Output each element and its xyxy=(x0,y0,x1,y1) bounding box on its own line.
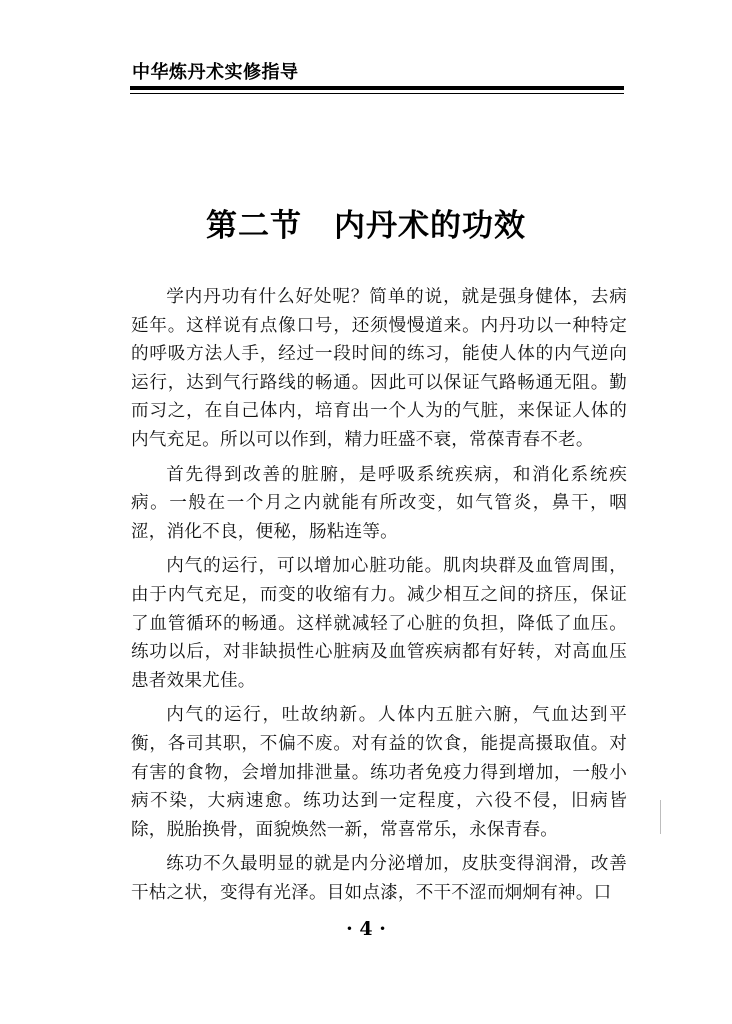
page-number: · 4 · xyxy=(346,918,386,940)
running-header: 中华炼丹术实修指导 xyxy=(132,62,299,83)
body-text xyxy=(131,283,627,913)
paragraph-benefits-intro: 学内丹功有什么好处呢？简单的说，就是强身健体，去病延年。这样说有点像口号，还须慢慢道来。内丹功以一种特定的呼吸方法人手，经过一段时间的练习，能使人体的内气逆向运行，达到气行路线的畅通。因此可以保证气路畅通无阻。勤而习之，在自己体内，培育出一个人为的气脏，来保证人体的内气充足。所以可以作到，精力旺盛不衰，常葆青春不老。 xyxy=(131,287,627,450)
scan-artifact-line xyxy=(660,800,661,834)
paragraph-organ-balance: 内气的运行，吐故纳新。人体内五脏六腑，气血达到平衡，各司其职，不偏不废。对有益的饮食，能提高摄取值。对有害的食物，会增加排泄量。练功者免疫力得到增加，一般小病不染，大病速愈。练功达到一定程度，六役不侵，旧病皆除，脱胎换骨，面貌焕然一新，常喜常乐，永保青春。 xyxy=(131,705,627,840)
header-rule-thick xyxy=(130,86,624,90)
paragraph-endocrine: 练功不久最明显的就是内分泌增加，皮肤变得润滑，改善干枯之状，变得有光泽。目如点漆，不干不涩而炯炯有神。口 xyxy=(131,854,627,903)
header-rule-thin xyxy=(130,93,624,94)
paragraph-heart-function: 内气的运行，可以增加心脏功能。肌肉块群及血管周围，由于内气充足，而变的收缩有力。减少相互之间的挤压，保证了血管循环的畅通。这样就减轻了心脏的负担，降低了血压。练功以后，对非缺损性心脏病及血管疾病都有好转，对高血压患者效果尤佳。 xyxy=(131,556,627,691)
paragraph-respiratory-digestive: 首先得到改善的脏腑，是呼吸系统疾病，和消化系统疾病。一般在一个月之内就能有所改变，如气管炎，鼻干，咽涩，消化不良，便秘，肠粘连等。 xyxy=(131,464,627,542)
section-title: 第二节 内丹术的功效 xyxy=(206,208,526,244)
